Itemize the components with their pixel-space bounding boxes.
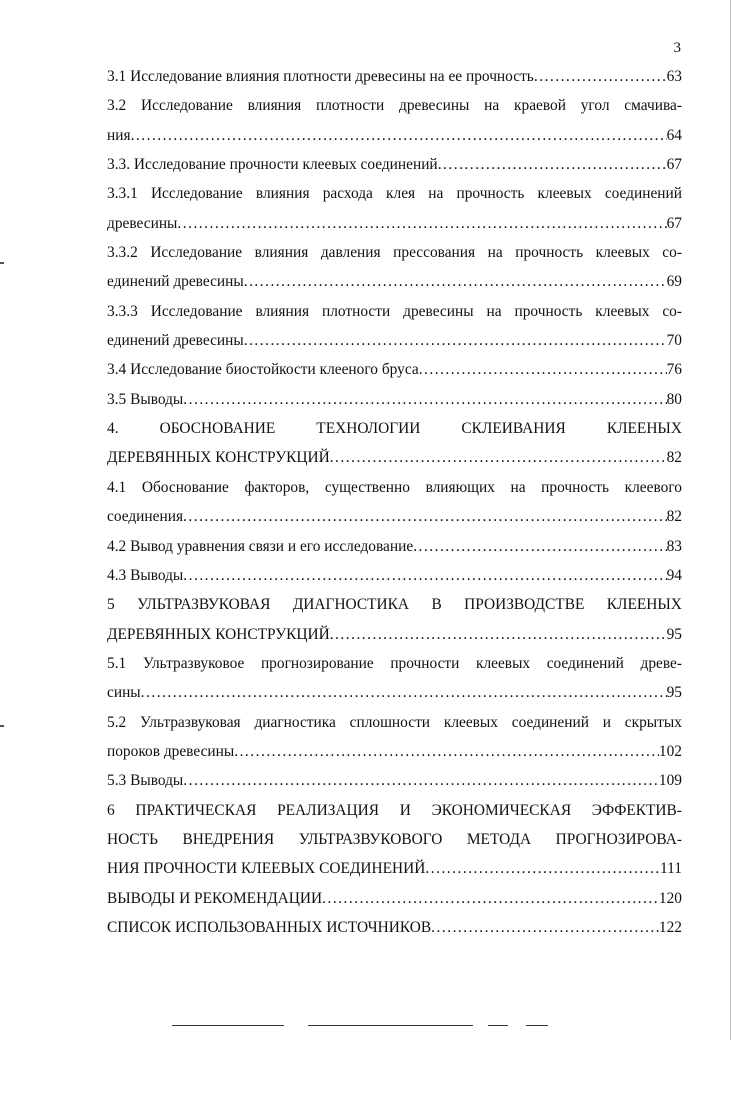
- toc-word: диагностика: [254, 713, 336, 731]
- toc-word: И: [399, 801, 411, 819]
- toc-page-number: 95: [666, 625, 682, 643]
- toc-page-number: 70: [666, 332, 682, 350]
- toc-word: 3.2: [107, 97, 127, 115]
- table-of-contents: [107, 62, 682, 942]
- toc-word: РЕАЛИЗАЦИЯ: [277, 801, 380, 819]
- toc-word: ТЕХНОЛОГИИ: [316, 420, 421, 438]
- toc-word: 3.3.2: [107, 244, 138, 262]
- dot-leader: [234, 737, 659, 766]
- toc-word: смачива-: [624, 97, 682, 115]
- toc-word: Исследование: [150, 185, 243, 203]
- toc-word: со-: [662, 302, 682, 320]
- toc-word: плотности: [315, 97, 385, 115]
- toc-word: прочность: [456, 185, 525, 203]
- toc-line: [107, 649, 682, 678]
- toc-entry-title: ВЫВОДЫ И РЕКОМЕНДАЦИИ: [107, 889, 323, 907]
- toc-word: влияющих: [425, 478, 495, 496]
- toc-word: скрытых: [624, 713, 682, 731]
- toc-line: [107, 414, 682, 443]
- toc-word: влияния: [247, 97, 302, 115]
- toc-word: на: [487, 244, 503, 262]
- toc-word: 6: [107, 801, 115, 819]
- dot-leader: [183, 502, 667, 531]
- toc-word: угол: [580, 97, 610, 115]
- toc-page-number: 111: [660, 860, 682, 878]
- toc-word: 5.1: [107, 654, 127, 672]
- toc-line: [107, 766, 682, 795]
- toc-word: Исследование: [150, 302, 243, 320]
- toc-line: [107, 209, 682, 238]
- toc-word: Обоснование: [141, 478, 229, 496]
- toc-line: [107, 561, 682, 590]
- toc-word: Ультразвуковое: [142, 654, 245, 672]
- scan-margin-mark: [0, 262, 4, 264]
- toc-page-number: 69: [666, 273, 682, 291]
- toc-word: ДИАГНОСТИКА: [292, 596, 410, 614]
- toc-word: древесины: [403, 302, 474, 320]
- toc-word: древесины: [399, 97, 470, 115]
- toc-word: плотности: [321, 302, 391, 320]
- toc-line: [107, 150, 682, 179]
- dot-leader: [183, 561, 666, 590]
- toc-line: [107, 737, 682, 766]
- toc-word: 5: [107, 596, 115, 614]
- toc-page-number: 82: [666, 508, 682, 526]
- toc-line: [107, 355, 682, 384]
- toc-word: со-: [662, 244, 682, 262]
- toc-entry-title: сины: [107, 684, 141, 702]
- toc-word: влияния: [255, 185, 310, 203]
- toc-entry-title: 3.4 Исследование биостойкости клееного бруса: [107, 361, 419, 379]
- toc-line: [107, 708, 682, 737]
- dot-leader: [141, 678, 667, 707]
- toc-page-number: 76: [666, 361, 682, 379]
- toc-word: УЛЬТРАЗВУКОВОГО: [298, 830, 443, 848]
- dot-leader: [244, 326, 667, 355]
- toc-line: [107, 502, 682, 531]
- toc-page-number: 80: [666, 390, 682, 408]
- toc-line: [107, 326, 682, 355]
- toc-page-number: 82: [666, 449, 682, 467]
- toc-word: сплошности: [349, 713, 431, 731]
- dot-leader: [419, 355, 667, 384]
- toc-entry-title: 4.3 Выводы: [107, 566, 184, 584]
- toc-word: клеевого: [624, 478, 682, 496]
- toc-word: ЭКОНОМИЧЕСКАЯ: [431, 801, 572, 819]
- dot-leader: [177, 209, 666, 238]
- toc-word: 3.3.1: [107, 185, 138, 203]
- toc-entry-title: ния: [107, 126, 131, 144]
- toc-word: соединений: [546, 654, 624, 672]
- toc-word: давления: [320, 244, 381, 262]
- toc-word: клеевых: [595, 302, 650, 320]
- toc-entry-title: единений древесины: [107, 273, 244, 291]
- toc-word: УЛЬТРАЗВУКОВАЯ: [137, 596, 271, 614]
- toc-word: 4.1: [107, 478, 127, 496]
- toc-page-number: 67: [666, 156, 682, 174]
- toc-word: соединений: [511, 713, 589, 731]
- toc-word: существенно: [324, 478, 410, 496]
- toc-line: [107, 267, 682, 296]
- toc-page-number: 109: [658, 772, 682, 790]
- toc-entry-title: НИЯ ПРОЧНОСТИ КЛЕЕВЫХ СОЕДИНЕНИЙ: [107, 860, 426, 878]
- toc-word: клеевых: [443, 713, 498, 731]
- toc-word: влияния: [254, 244, 309, 262]
- dot-leader: [322, 884, 659, 913]
- toc-word: на: [486, 302, 502, 320]
- toc-page-number: 64: [666, 126, 682, 144]
- toc-word: клеевых: [537, 185, 592, 203]
- toc-entry-title: 3.1 Исследование влияния плотности древесины на ее прочность: [107, 68, 534, 85]
- bottom-rule: [526, 1025, 548, 1026]
- toc-word: древе-: [640, 654, 682, 672]
- page-number: 3: [673, 40, 681, 56]
- dot-leader: [534, 62, 667, 91]
- toc-word: ВНЕДРЕНИЯ: [182, 830, 275, 848]
- toc-word: МЕТОДА: [466, 830, 532, 848]
- toc-line: [107, 590, 682, 619]
- toc-word: клея: [386, 185, 416, 203]
- toc-entry-title: единений древесины: [107, 332, 244, 350]
- toc-page-number: 95: [666, 684, 682, 702]
- toc-word: клеевых: [475, 654, 531, 672]
- toc-word: СКЛЕИВАНИЯ: [461, 420, 566, 438]
- toc-entry-title: ДЕРЕВЯННЫХ КОНСТРУКЦИЙ: [107, 625, 330, 643]
- dot-leader: [425, 854, 660, 883]
- toc-word: 3.3.3: [107, 302, 138, 320]
- toc-line: [107, 678, 682, 707]
- dot-leader: [438, 150, 667, 179]
- toc-line: [107, 913, 682, 942]
- toc-word: КЛЕЕНЫХ: [606, 420, 682, 438]
- toc-line: [107, 385, 682, 414]
- toc-word: на: [510, 478, 526, 496]
- toc-word: 5.2: [107, 713, 127, 731]
- toc-line: [107, 238, 682, 267]
- toc-word: Исследование: [150, 244, 243, 262]
- toc-word: прочность: [541, 478, 610, 496]
- toc-word: ЭФФЕКТИВ-: [591, 801, 682, 819]
- dot-leader: [183, 766, 659, 795]
- toc-page-number: 63: [666, 68, 682, 85]
- dot-leader: [431, 913, 659, 942]
- toc-line: [107, 884, 682, 913]
- dot-leader: [183, 385, 666, 414]
- toc-word: Ультразвуковая: [140, 713, 241, 731]
- toc-entry-title: СПИСОК ИСПОЛЬЗОВАННЫХ ИСТОЧНИКОВ: [107, 918, 432, 936]
- toc-page-number: 120: [658, 889, 682, 907]
- toc-word: ПРОГНОЗИРОВА-: [555, 830, 682, 848]
- toc-word: клеевых: [595, 244, 650, 262]
- toc-word: прессования: [393, 244, 476, 262]
- toc-entry-title: соединения: [107, 508, 184, 526]
- toc-line: [107, 91, 682, 120]
- toc-page-number: 83: [666, 537, 682, 555]
- toc-word: соединений: [604, 185, 682, 203]
- toc-word: ПРАКТИЧЕСКАЯ: [135, 801, 257, 819]
- toc-word: КЛЕЕНЫХ: [606, 596, 682, 614]
- toc-word: влияния: [255, 302, 310, 320]
- dot-leader: [244, 267, 667, 296]
- bottom-rule: [308, 1025, 473, 1026]
- toc-word: ОБОСНОВАНИЕ: [159, 420, 276, 438]
- toc-entry-title: 4.2 Вывод уравнения связи и его исследование: [107, 537, 414, 555]
- toc-page-number: 67: [666, 214, 682, 232]
- toc-word: прочность: [514, 302, 583, 320]
- toc-entry-title: ДЕРЕВЯННЫХ КОНСТРУКЦИЙ: [107, 449, 330, 467]
- toc-word: на: [484, 97, 500, 115]
- toc-word: прогнозирование: [260, 654, 374, 672]
- toc-entry-title: древесины: [107, 214, 178, 232]
- toc-word: Исследование: [141, 97, 233, 115]
- toc-word: В: [431, 596, 442, 614]
- toc-line: [107, 854, 682, 883]
- toc-line: [107, 121, 682, 150]
- toc-word: НОСТЬ: [107, 830, 158, 848]
- toc-word: на: [428, 185, 444, 203]
- dot-leader: [330, 443, 667, 472]
- dot-leader: [131, 121, 667, 150]
- toc-word: прочности: [390, 654, 460, 672]
- toc-word: краевой: [514, 97, 566, 115]
- toc-word: прочность: [515, 244, 584, 262]
- toc-word: факторов,: [244, 478, 310, 496]
- toc-page-number: 102: [658, 742, 682, 760]
- toc-word: 4.: [107, 420, 119, 438]
- toc-line: [107, 62, 682, 91]
- toc-line: [107, 179, 682, 208]
- toc-line: [107, 796, 682, 825]
- toc-line: [107, 532, 682, 561]
- toc-entry-title: 5.3 Выводы: [107, 772, 184, 790]
- bottom-rule: [172, 1025, 284, 1026]
- toc-line: [107, 473, 682, 502]
- page-edge: [730, 0, 731, 1040]
- toc-page-number: 94: [666, 566, 682, 584]
- dot-leader: [413, 532, 666, 561]
- toc-entry-title: пороков древесины: [107, 742, 235, 760]
- toc-word: ПРОИЗВОДСТВЕ: [464, 596, 585, 614]
- bottom-rule: [488, 1025, 508, 1026]
- toc-line: [107, 620, 682, 649]
- toc-line: [107, 825, 682, 854]
- toc-word: и: [602, 713, 611, 731]
- scan-margin-mark: [0, 725, 4, 727]
- toc-word: расхода: [322, 185, 373, 203]
- dot-leader: [330, 620, 667, 649]
- toc-line: [107, 297, 682, 326]
- toc-entry-title: 3.5 Выводы: [107, 390, 184, 408]
- toc-page-number: 122: [658, 918, 682, 936]
- toc-entry-title: 3.3. Исследование прочности клеевых соединений: [107, 156, 438, 174]
- toc-line: [107, 443, 682, 472]
